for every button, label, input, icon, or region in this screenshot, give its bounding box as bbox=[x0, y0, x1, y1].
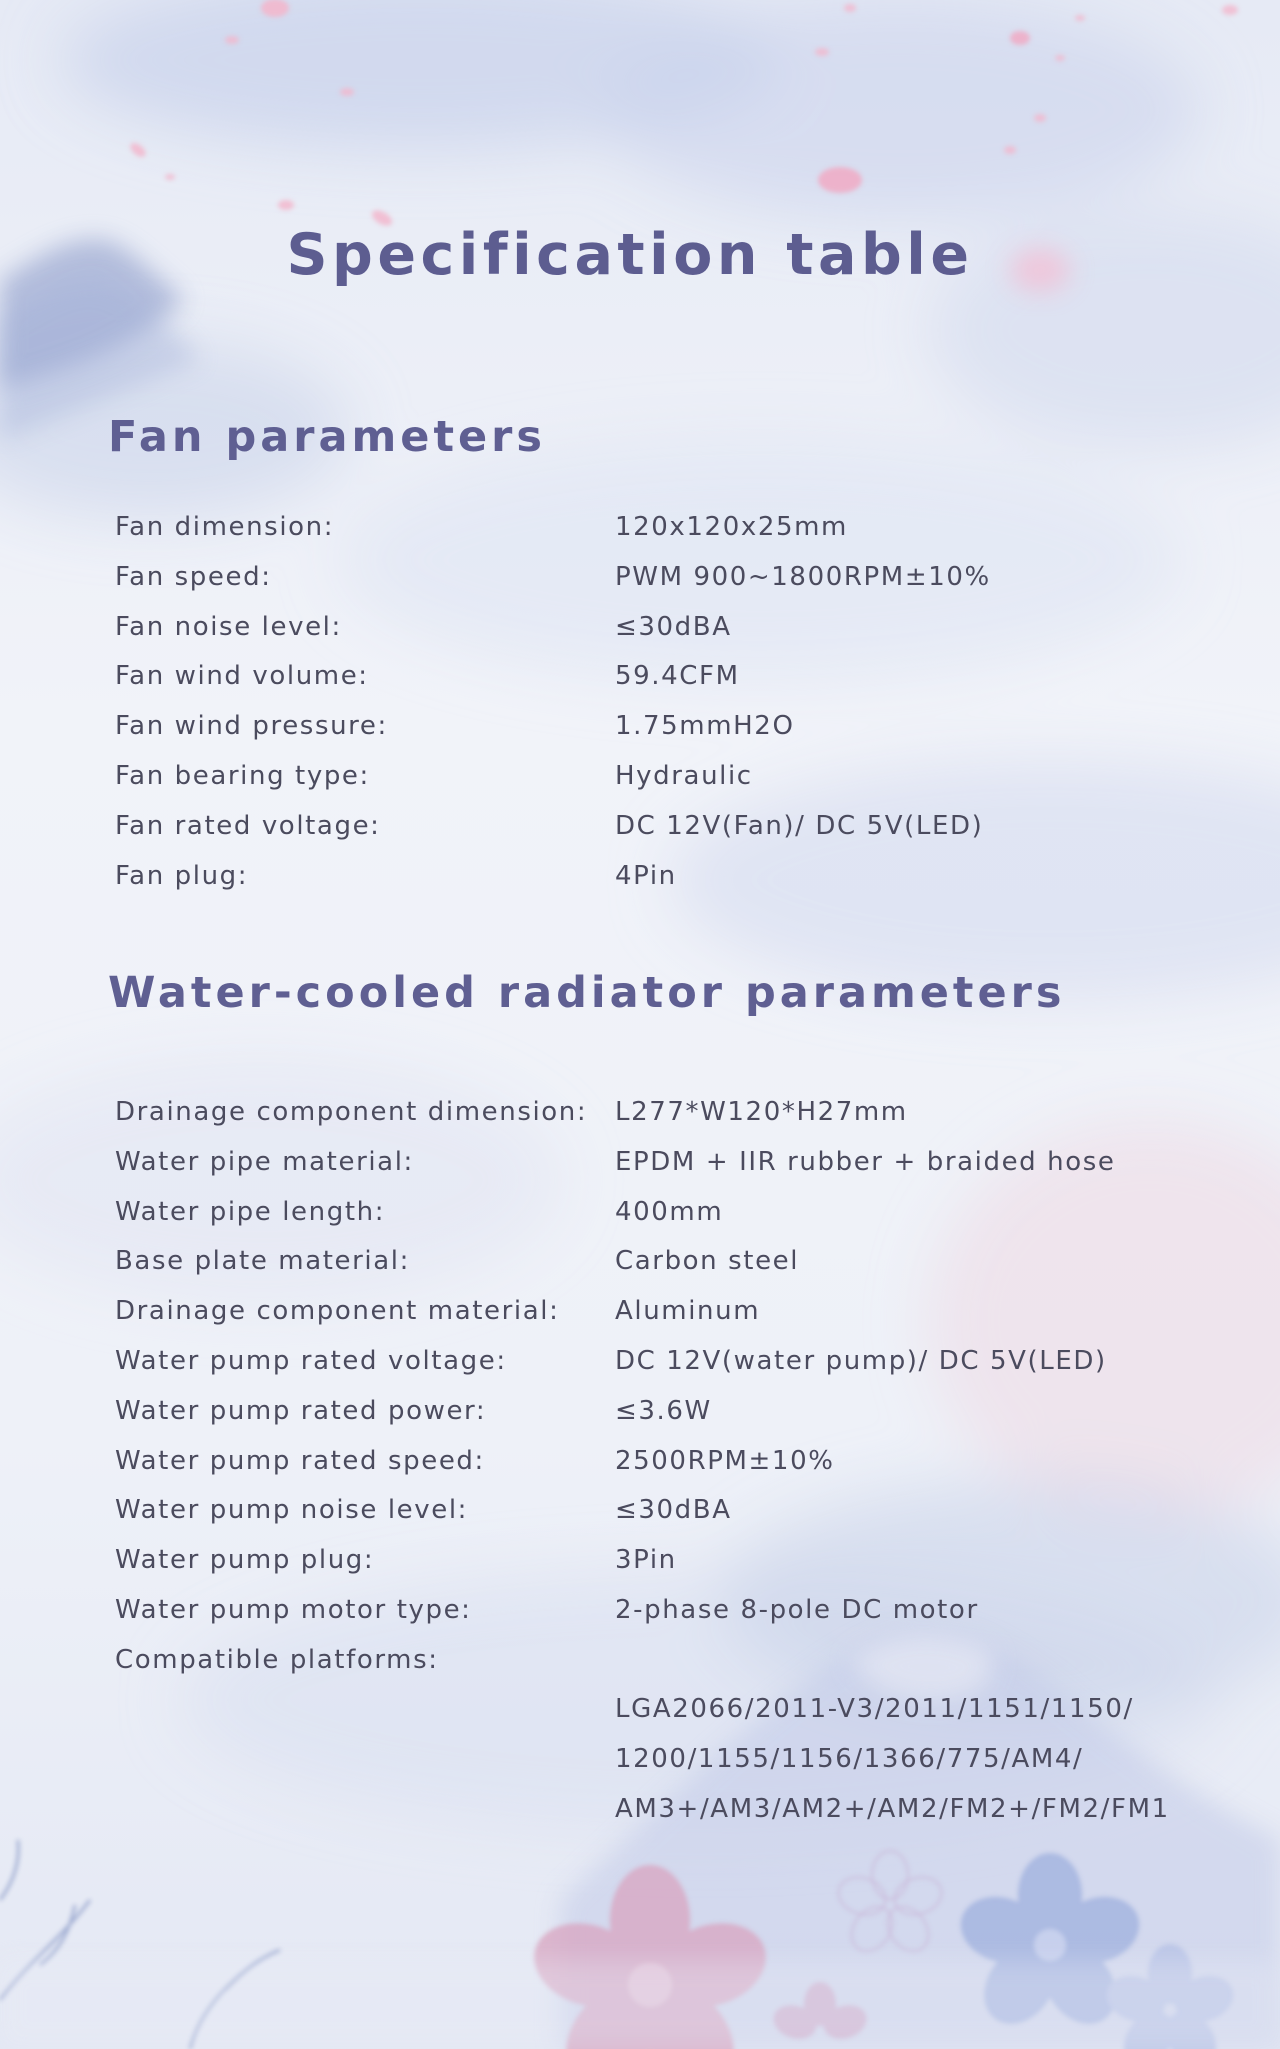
radiator-parameters-heading: Water-cooled radiator parameters bbox=[108, 968, 1066, 1018]
spec-value: EPDM + IIR rubber + braided hose bbox=[615, 1146, 1116, 1177]
platform-line: 1200/1155/1156/1366/775/AM4/ bbox=[615, 1743, 1084, 1774]
spec-value: 2-phase 8-pole DC motor bbox=[615, 1594, 979, 1625]
spec-label: Drainage component dimension: bbox=[115, 1097, 588, 1127]
spec-label: Drainage component material: bbox=[115, 1296, 560, 1327]
spec-label: Fan wind volume: bbox=[115, 661, 369, 692]
spec-label: Fan noise level: bbox=[115, 611, 342, 642]
spec-label: Fan bearing type: bbox=[115, 760, 370, 791]
platform-line: AM3+/AM3/AM2+/AM2/FM2+/FM2/FM1 bbox=[615, 1793, 1170, 1824]
compatible-platforms-list bbox=[615, 1685, 1170, 1834]
spec-value: 2500RPM±10% bbox=[615, 1445, 835, 1476]
spec-label: Compatible platforms: bbox=[115, 1644, 439, 1675]
spec-value: ≤3.6W bbox=[615, 1395, 712, 1426]
spec-value: PWM 900~1800RPM±10% bbox=[615, 561, 991, 592]
spec-value: DC 12V(water pump)/ DC 5V(LED) bbox=[615, 1345, 1107, 1376]
spec-value: 4Pin bbox=[615, 860, 677, 891]
spec-value: ≤30dBA bbox=[615, 1495, 732, 1526]
spec-label: Water pipe material: bbox=[115, 1146, 414, 1177]
spec-value: L277*W120*H27mm bbox=[615, 1097, 908, 1127]
spec-label: Fan plug: bbox=[115, 860, 249, 891]
spec-value: Carbon steel bbox=[615, 1246, 800, 1277]
spec-label: Fan wind pressure: bbox=[115, 711, 388, 742]
spec-label: Water pump rated power: bbox=[115, 1395, 487, 1426]
spec-label: Water pump noise level: bbox=[115, 1495, 469, 1526]
page-title: Specification table bbox=[286, 222, 974, 288]
spec-label: Fan rated voltage: bbox=[115, 810, 381, 841]
spec-label: Fan speed: bbox=[115, 561, 272, 592]
spec-value: 3Pin bbox=[615, 1545, 677, 1576]
spec-label: Water pump motor type: bbox=[115, 1594, 472, 1625]
spec-label: Water pipe length: bbox=[115, 1196, 386, 1227]
spec-label: Base plate material: bbox=[115, 1246, 410, 1277]
spec-value: 400mm bbox=[615, 1196, 724, 1227]
spec-label: Fan dimension: bbox=[115, 512, 335, 542]
spec-label: Water pump plug: bbox=[115, 1545, 375, 1576]
spec-value: 120x120x25mm bbox=[615, 512, 848, 542]
spec-value: 59.4CFM bbox=[615, 661, 740, 692]
spec-value: Aluminum bbox=[615, 1296, 761, 1327]
fan-parameters-heading: Fan parameters bbox=[108, 412, 546, 462]
spec-value: ≤30dBA bbox=[615, 611, 732, 642]
spec-label: Water pump rated voltage: bbox=[115, 1345, 507, 1376]
spec-label: Water pump rated speed: bbox=[115, 1445, 485, 1476]
spec-value: Hydraulic bbox=[615, 760, 753, 791]
spec-value: 1.75mmH2O bbox=[615, 711, 795, 742]
platform-line: LGA2066/2011-V3/2011/1151/1150/ bbox=[615, 1694, 1134, 1724]
spec-value: DC 12V(Fan)/ DC 5V(LED) bbox=[615, 810, 984, 841]
